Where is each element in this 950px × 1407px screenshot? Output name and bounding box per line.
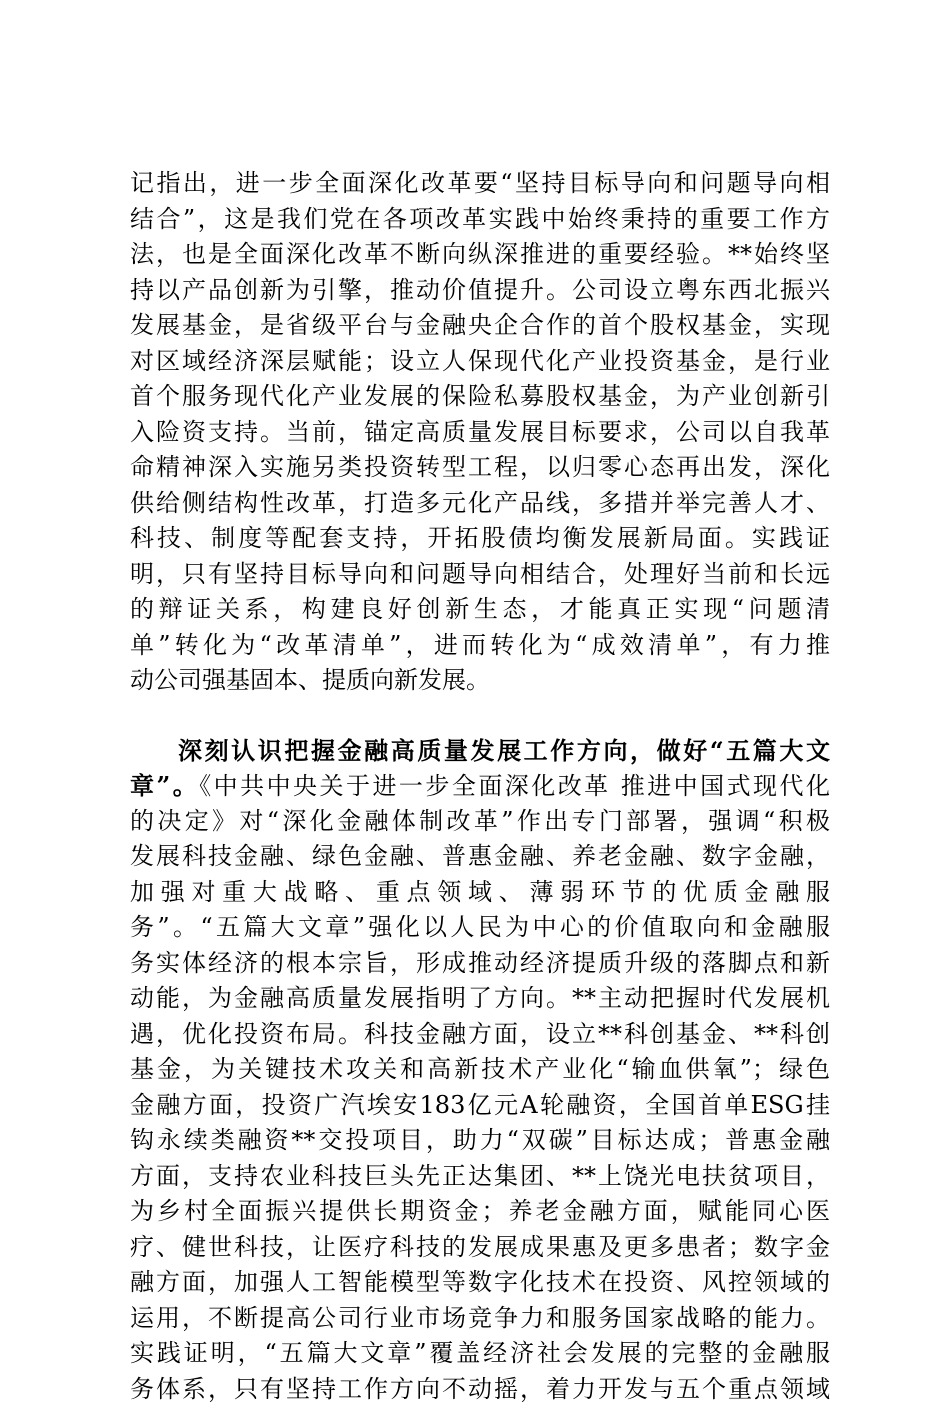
paragraph-2 [130, 733, 830, 1407]
text-line: 基金，为关键技术攻关和高新技术产业化“输血供氧”；绿色 [130, 1052, 830, 1088]
text-line: 为乡村全面振兴提供长期资金；养老金融方面，赋能同心医 [130, 1194, 830, 1230]
text-line: 融方面，加强人工智能模型等数字化技术在投资、风控领域的 [130, 1265, 830, 1301]
text-line: 科技、制度等配套支持，开拓股债均衡发展新局面。实践证 [130, 521, 830, 557]
text-line: 疗、健世科技，让医疗科技的发展成果惠及更多患者；数字金 [130, 1230, 830, 1266]
text-line: 入险资支持。当前，锚定高质量发展目标要求，公司以自我革 [130, 415, 830, 451]
text-line: 发展基金，是省级平台与金融央企合作的首个股权基金，实现 [130, 308, 830, 344]
text-line: 记指出，进一步全面深化改革要“坚持目标导向和问题导向相 [130, 166, 830, 202]
text-line: 方面，支持农业科技巨头先正达集团、**上饶光电扶贫项目， [130, 1159, 830, 1195]
text-line: 结合”，这是我们党在各项改革实践中始终秉持的重要工作方 [130, 202, 830, 238]
text-segment: 《中共中央关于进一步全面深化改革 推进中国式现代化 [199, 772, 830, 800]
section-heading-end: 章”。 [130, 771, 199, 800]
document-page [130, 166, 830, 1407]
text-line: 务”。“五篇大文章”强化以人民为中心的价值取向和金融服 [130, 910, 830, 946]
text-line: 单”转化为“改革清单”，进而转化为“成效清单”，有力推 [130, 628, 830, 664]
text-line: 命精神深入实施另类投资转型工程，以归零心态再出发，深化 [130, 450, 830, 486]
section-heading: 深刻认识把握金融高质量发展工作方向，做好“五篇大文 [130, 733, 830, 769]
text-line: 务体系，只有坚持工作方向不动摇，着力开发与五个重点领域 [130, 1372, 830, 1407]
text-line: 的决定》对“深化金融体制改革”作出专门部署，强调“积极 [130, 804, 830, 840]
text-line: 的辩证关系，构建良好创新生态，才能真正实现“问题清 [130, 592, 830, 628]
text-line: 法，也是全面深化改革不断向纵深推进的重要经验。**始终坚 [130, 237, 830, 273]
text-line: 动能，为金融高质量发展指明了方向。**主动把握时代发展机 [130, 981, 830, 1017]
text-line: 加强对重大战略、重点领域、薄弱环节的优质金融服 [130, 875, 830, 911]
text-line: 运用，不断提高公司行业市场竞争力和服务国家战略的能力。 [130, 1301, 830, 1337]
text-line: 务实体经济的根本宗旨，形成推动经济提质升级的落脚点和新 [130, 946, 830, 982]
text-line: 明，只有坚持目标导向和问题导向相结合，处理好当前和长远 [130, 557, 830, 593]
text-line [130, 768, 830, 804]
text-line: 供给侧结构性改革，打造多元化产品线，多措并举完善人才、 [130, 486, 830, 522]
text-line: 动公司强基固本、提质向新发展。 [130, 663, 830, 699]
paragraph-1 [130, 166, 830, 699]
text-line: 遇，优化投资布局。科技金融方面，设立**科创基金、**科创 [130, 1017, 830, 1053]
text-line: 发展科技金融、绿色金融、普惠金融、养老金融、数字金融， [130, 839, 830, 875]
text-line: 金融方面，投资广汽埃安183亿元A轮融资，全国首单ESG挂 [130, 1088, 830, 1124]
text-line: 首个服务现代化产业发展的保险私募股权基金，为产业创新引 [130, 379, 830, 415]
text-line: 实践证明，“五篇大文章”覆盖经济社会发展的完整的金融服 [130, 1336, 830, 1372]
text-line: 对区域经济深层赋能；设立人保现代化产业投资基金，是行业 [130, 344, 830, 380]
text-line: 钩永续类融资**交投项目，助力“双碳”目标达成；普惠金融 [130, 1123, 830, 1159]
text-line: 持以产品创新为引擎，推动价值提升。公司设立粤东西北振兴 [130, 273, 830, 309]
paragraph-gap [130, 699, 830, 733]
